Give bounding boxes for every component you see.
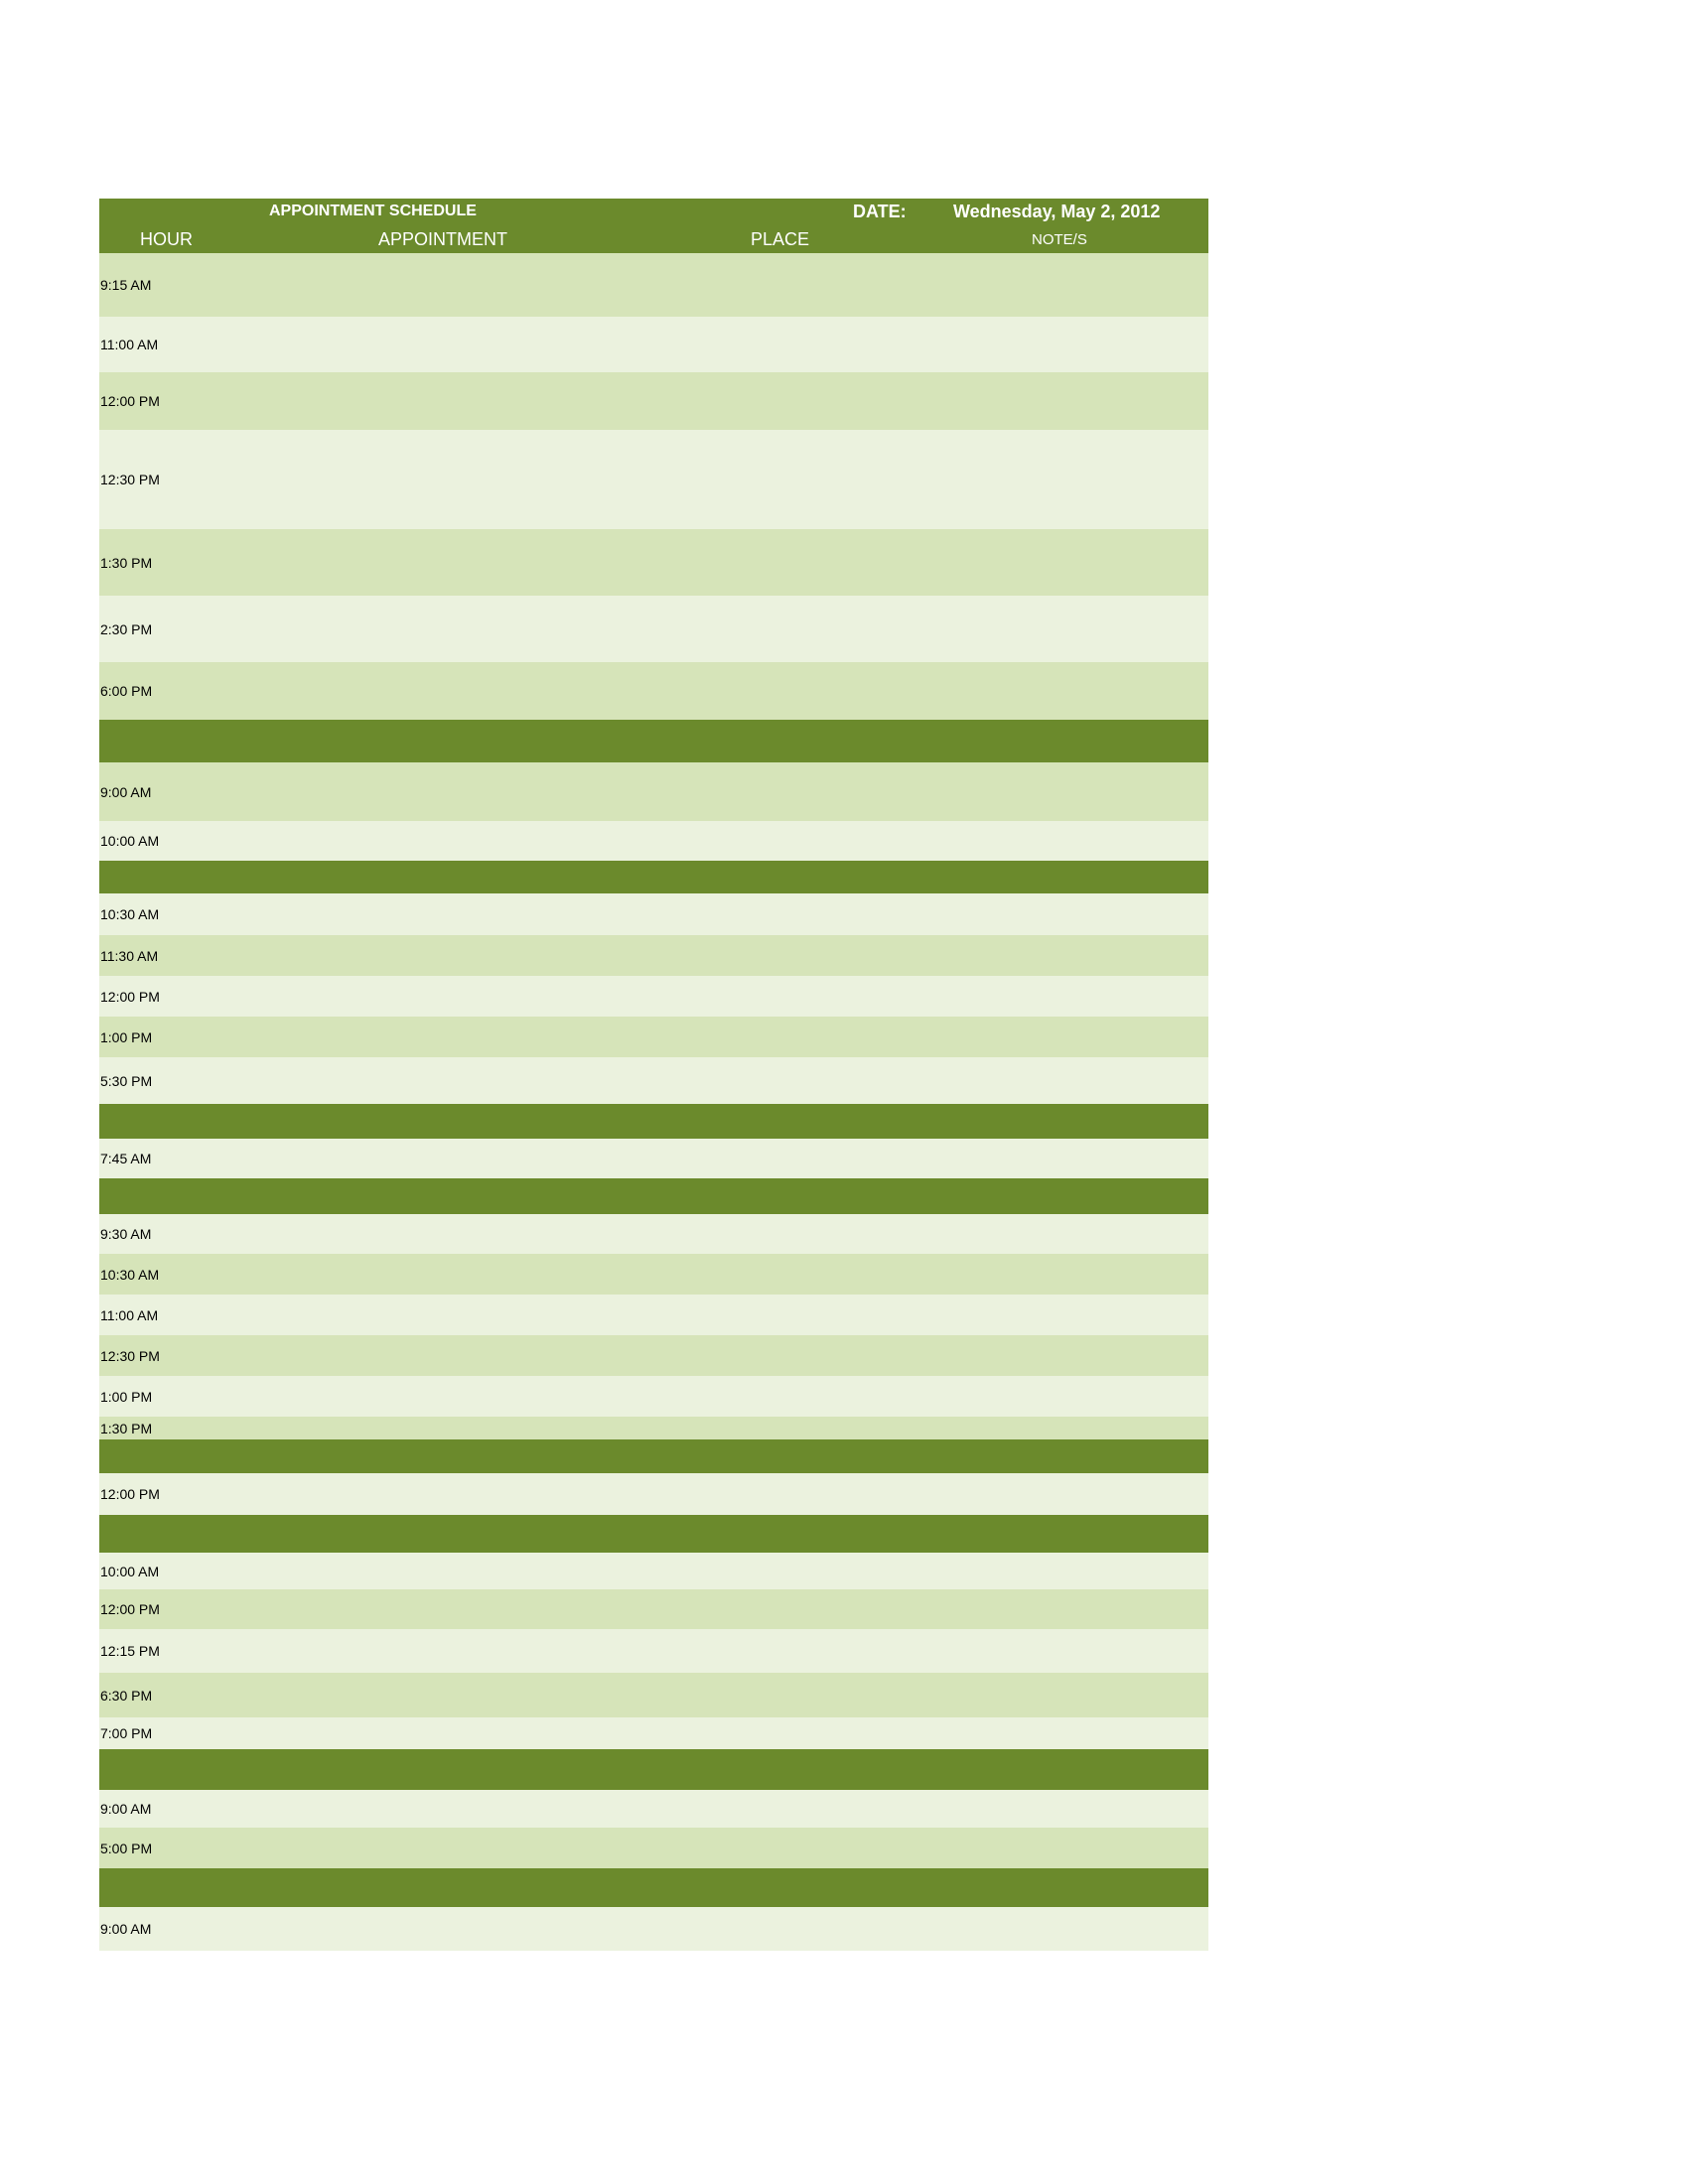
schedule-row bbox=[99, 1673, 1208, 1717]
schedule-title: APPOINTMENT SCHEDULE bbox=[269, 203, 477, 219]
hour-cell: 5:00 PM bbox=[100, 1840, 153, 1856]
section-divider bbox=[99, 720, 1208, 762]
hour-cell: 12:00 PM bbox=[100, 1486, 160, 1502]
section-divider bbox=[99, 1104, 1208, 1139]
schedule-header bbox=[99, 199, 1208, 253]
hour-cell: 12:00 PM bbox=[100, 1601, 160, 1617]
schedule-row bbox=[99, 1907, 1208, 1951]
schedule-row bbox=[99, 1376, 1208, 1417]
schedule-row bbox=[99, 1057, 1208, 1104]
schedule-row bbox=[99, 1254, 1208, 1295]
schedule-row bbox=[99, 1417, 1208, 1439]
hour-cell: 12:30 PM bbox=[100, 1347, 160, 1364]
schedule-row bbox=[99, 935, 1208, 976]
schedule-row bbox=[99, 1553, 1208, 1589]
column-header-hour: HOUR bbox=[140, 229, 193, 249]
hour-cell: 11:30 AM bbox=[100, 947, 159, 964]
hour-cell: 12:00 PM bbox=[100, 393, 160, 409]
schedule-row bbox=[99, 596, 1208, 662]
schedule-row bbox=[99, 821, 1208, 861]
section-divider bbox=[99, 1439, 1208, 1473]
schedule-row bbox=[99, 1214, 1208, 1254]
hour-cell: 10:00 AM bbox=[100, 1563, 160, 1579]
hour-cell: 1:00 PM bbox=[100, 1388, 153, 1405]
schedule-row bbox=[99, 1017, 1208, 1057]
hour-cell: 1:30 PM bbox=[100, 1420, 153, 1436]
hour-cell: 10:00 AM bbox=[100, 833, 160, 849]
hour-cell: 1:30 PM bbox=[100, 554, 153, 571]
column-header-notes: NOTE/S bbox=[1032, 231, 1087, 248]
hour-cell: 11:00 AM bbox=[100, 337, 159, 352]
schedule-row bbox=[99, 1589, 1208, 1629]
section-divider bbox=[99, 1178, 1208, 1214]
schedule-row bbox=[99, 1717, 1208, 1749]
schedule-row bbox=[99, 1295, 1208, 1335]
schedule-row bbox=[99, 253, 1208, 317]
schedule-row bbox=[99, 662, 1208, 720]
hour-cell: 1:00 PM bbox=[100, 1028, 153, 1045]
column-header-appointment: APPOINTMENT bbox=[378, 229, 508, 249]
schedule-row bbox=[99, 529, 1208, 596]
schedule-row bbox=[99, 893, 1208, 935]
hour-cell: 9:00 AM bbox=[100, 1921, 152, 1937]
schedule-row bbox=[99, 762, 1208, 821]
date-value: Wednesday, May 2, 2012 bbox=[953, 202, 1161, 221]
schedule-row bbox=[99, 1790, 1208, 1828]
schedule-row bbox=[99, 1828, 1208, 1868]
appointment-schedule bbox=[99, 199, 1208, 1951]
hour-cell: 10:30 AM bbox=[100, 1266, 160, 1283]
schedule-rows bbox=[99, 253, 1208, 1951]
schedule-row bbox=[99, 1473, 1208, 1515]
schedule-row bbox=[99, 317, 1208, 372]
section-divider bbox=[99, 861, 1208, 893]
schedule-row bbox=[99, 1335, 1208, 1376]
schedule-row bbox=[99, 430, 1208, 529]
hour-cell: 2:30 PM bbox=[100, 620, 153, 637]
hour-cell: 9:15 AM bbox=[100, 277, 152, 293]
hour-cell: 10:30 AM bbox=[100, 906, 160, 922]
hour-cell: 12:15 PM bbox=[100, 1643, 160, 1659]
hour-cell: 12:00 PM bbox=[100, 988, 160, 1005]
hour-cell: 7:00 PM bbox=[100, 1725, 153, 1741]
hour-cell: 9:00 AM bbox=[100, 783, 152, 800]
hour-cell: 11:00 AM bbox=[100, 1306, 159, 1323]
hour-cell: 7:45 AM bbox=[100, 1151, 152, 1166]
schedule-row bbox=[99, 976, 1208, 1017]
date-label: DATE: bbox=[853, 202, 907, 221]
column-header-place: PLACE bbox=[751, 229, 810, 249]
schedule-row bbox=[99, 372, 1208, 430]
hour-cell: 12:30 PM bbox=[100, 472, 160, 487]
hour-cell: 9:00 AM bbox=[100, 1801, 152, 1817]
section-divider bbox=[99, 1868, 1208, 1907]
hour-cell: 9:30 AM bbox=[100, 1226, 152, 1242]
hour-cell: 6:00 PM bbox=[100, 683, 153, 699]
schedule-row bbox=[99, 1139, 1208, 1178]
hour-cell: 5:30 PM bbox=[100, 1072, 153, 1089]
section-divider bbox=[99, 1515, 1208, 1553]
schedule-row bbox=[99, 1629, 1208, 1673]
hour-cell: 6:30 PM bbox=[100, 1687, 153, 1704]
section-divider bbox=[99, 1749, 1208, 1790]
